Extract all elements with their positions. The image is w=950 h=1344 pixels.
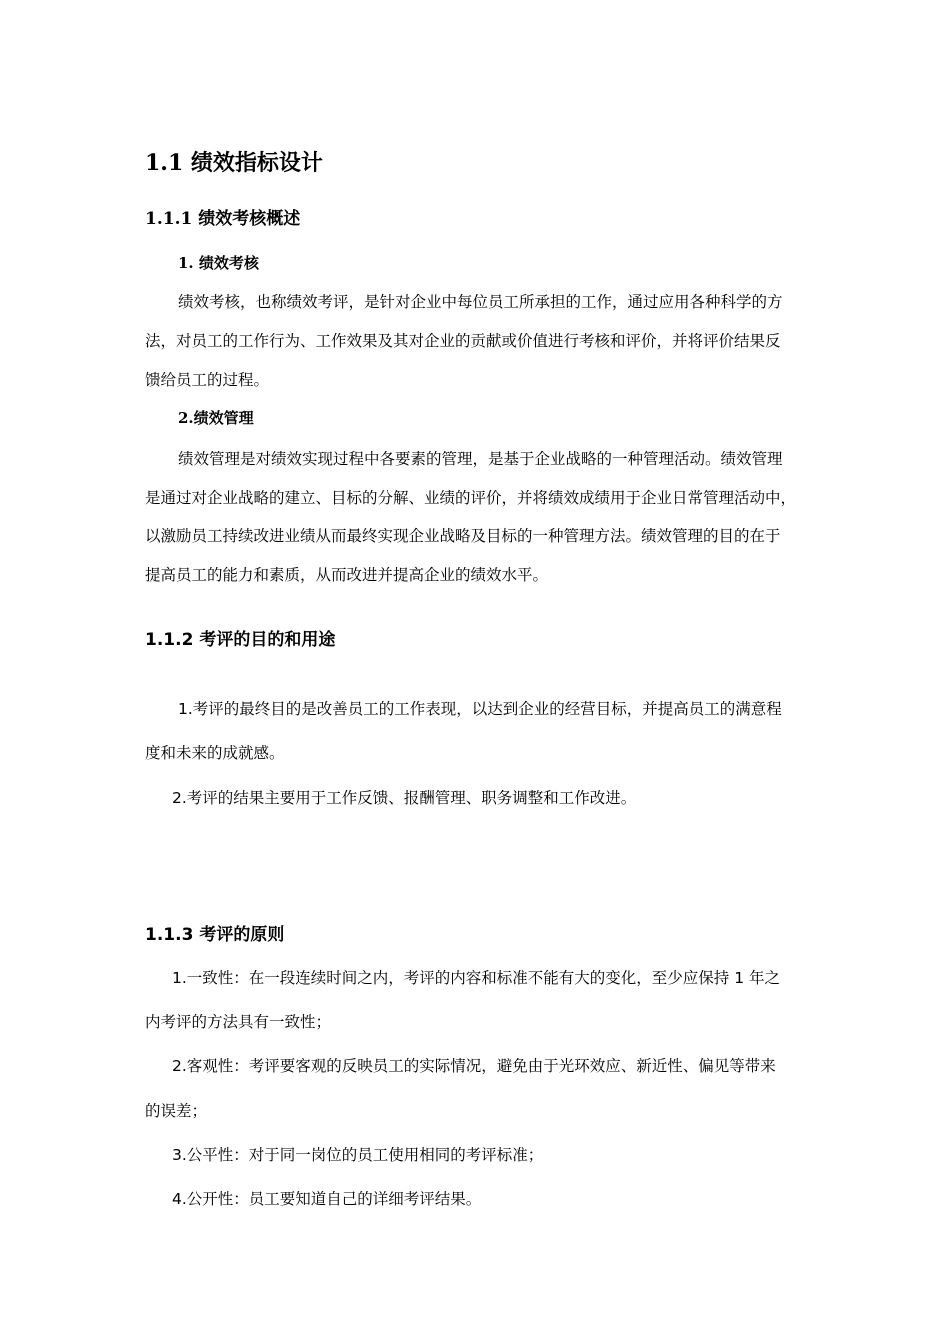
- para-2-line-1: 绩效管理是对绩效实现过程中各要素的管理，是基于企业战略的一种管理活动。绩效管理: [178, 450, 783, 468]
- subheading-performance-management: 2.绩效管理: [178, 409, 254, 427]
- para-1-line-1: 绩效考核，也称绩效考评，是针对企业中每位员工所承担的工作，通过应用各种科学的方: [178, 293, 783, 311]
- purpose-item-2: 2.考评的结果主要用于工作反馈、报酬管理、职务调整和工作改进。: [172, 789, 637, 807]
- principle-item-2-line-2: 的误差；: [145, 1102, 208, 1120]
- heading-1-1-3: 1.1.3 考评的原则: [145, 925, 285, 945]
- para-1-line-3: 馈给员工的过程。: [145, 371, 270, 389]
- purpose-item-1-line-2: 度和未来的成就感。: [145, 744, 285, 762]
- heading-1-1-2: 1.1.2 考评的目的和用途: [145, 630, 336, 650]
- para-2-line-3: 以激励员工持续改进业绩从而最终实现企业战略及目标的一种管理方法。绩效管理的目的在于: [145, 527, 781, 545]
- principle-item-1-line-2: 内考评的方法具有一致性；: [145, 1013, 332, 1031]
- para-2-line-4: 提高员工的能力和素质，从而改进并提高企业的绩效水平。: [145, 566, 549, 584]
- para-1-line-2: 法，对员工的工作行为、工作效果及其对企业的贡献或价值进行考核和评价，并将评价结果反: [145, 332, 781, 350]
- principle-item-1-line-1: 1.一致性：在一段连续时间之内，考评的内容和标准不能有大的变化，至少应保持 1 年之: [172, 969, 781, 987]
- principle-item-4: 4.公开性：员工要知道自己的详细考评结果。: [172, 1190, 482, 1208]
- para-2-line-2: 是通过对企业战略的建立、目标的分解、业绩的评价，并将绩效成绩用于企业日常管理活动中，: [145, 489, 797, 507]
- principle-item-3: 3.公平性：对于同一岗位的员工使用相同的考评标准；: [172, 1146, 544, 1164]
- purpose-item-1-line-1: 1.考评的最终目的是改善员工的工作表现，以达到企业的经营目标，并提高员工的满意程: [178, 700, 782, 718]
- principle-item-2-line-1: 2.客观性：考评要客观的反映员工的实际情况，避免由于光环效应、新近性、偏见等带来: [172, 1057, 776, 1075]
- heading-1-1: 1.1 绩效指标设计: [145, 150, 323, 176]
- heading-1-1-1: 1.1.1 绩效考核概述: [145, 209, 301, 229]
- subheading-performance-appraisal: 1. 绩效考核: [178, 254, 259, 272]
